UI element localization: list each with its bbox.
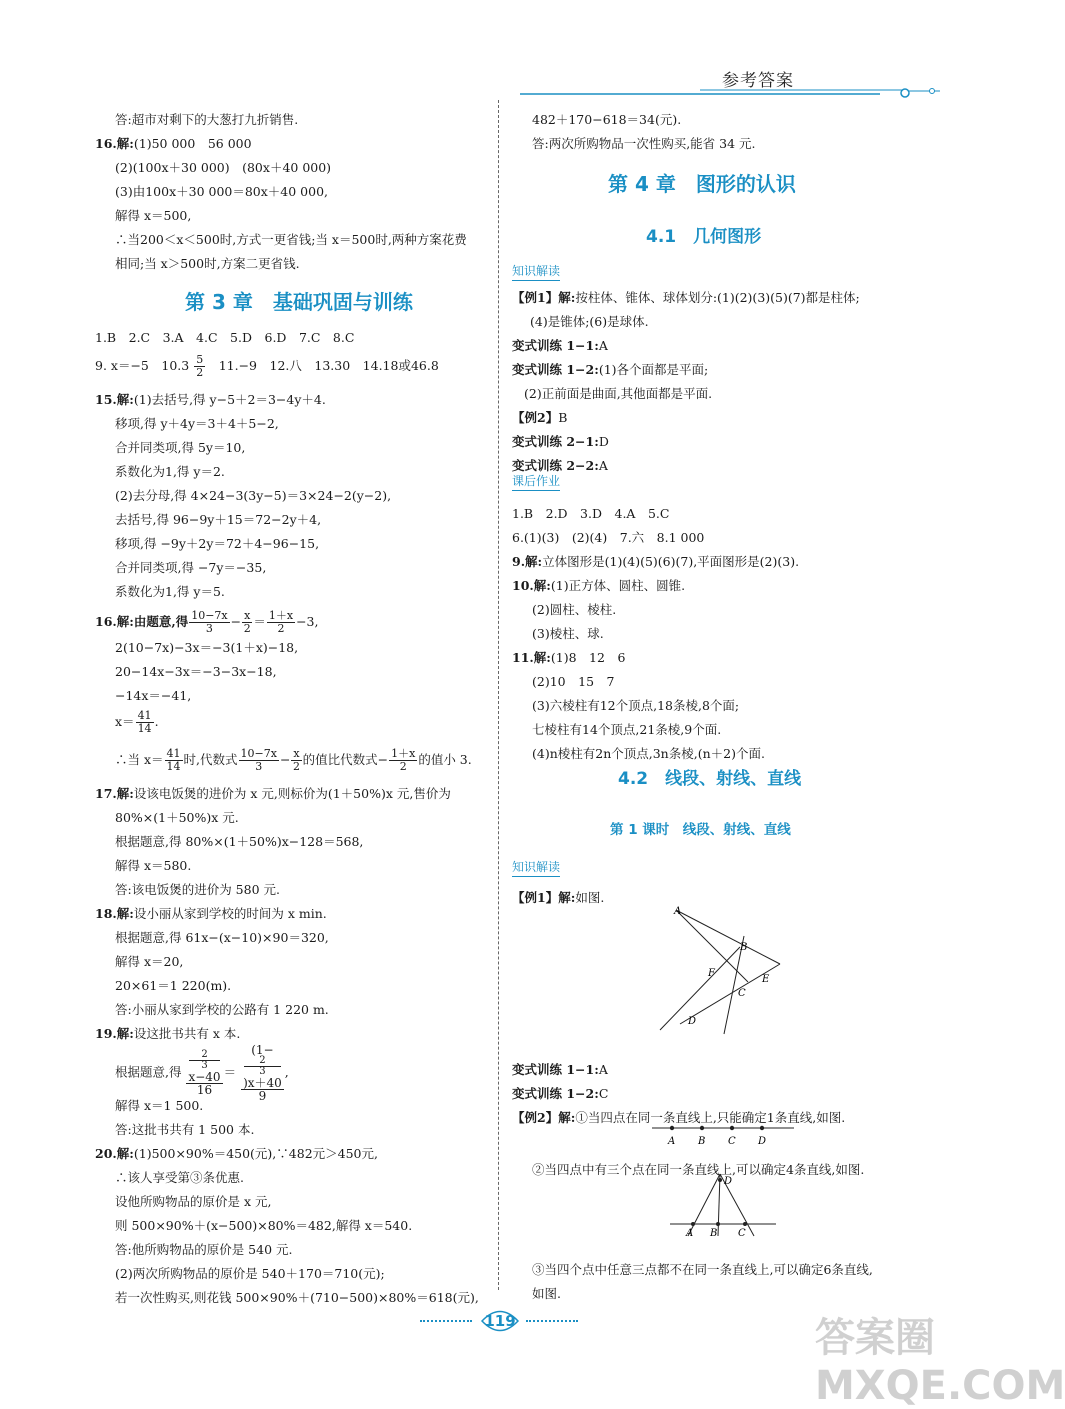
- x-text: x＝: [115, 714, 135, 729]
- fig3-label-d: D: [724, 1176, 733, 1187]
- q16-lead: 16.解:由题意,得: [95, 614, 189, 629]
- chapter-4-title: 第 4 章 图形的认识: [608, 172, 796, 196]
- right-line: 11.解:(1)8 12 6: [512, 650, 626, 665]
- left-line: 1.B 2.C 3.A 4.C 5.D 6.D 7.C 8.C: [95, 330, 355, 345]
- th-d3: 2: [293, 760, 301, 773]
- left-line: (3)由100x＋30 000＝80x＋40 000,: [115, 184, 329, 199]
- tag-knowledge-1: 知识解读: [512, 262, 560, 281]
- right-line: 变式训练 1−2:(1)各个面都是平面;: [512, 362, 709, 377]
- left-line: (2)去分母,得 4×24−3(3y−5)＝3×24−2(y−2),: [115, 488, 392, 503]
- th-a: ∴当 x＝: [115, 752, 164, 767]
- q9-frac: [194, 354, 205, 379]
- right-line: 七棱柱有14个顶点,21条棱,9个面.: [532, 722, 722, 737]
- left-line: 设他所购物品的原价是 x 元,: [115, 1194, 272, 1209]
- watermark: 答案圈 MXQE.COM: [815, 1315, 1065, 1409]
- th-d2: 3: [255, 760, 263, 773]
- figure-three-collinear: [668, 1170, 778, 1242]
- left-line: 根据题意,得 61x−(x−10)×90＝320,: [115, 930, 329, 945]
- th-d: 的值比代数式−: [302, 752, 389, 767]
- q9-line: [95, 354, 439, 379]
- x-frac-num: 41: [137, 709, 152, 722]
- q19-d2: 3: [259, 1066, 266, 1077]
- q16-f3n: 1＋x: [268, 609, 294, 622]
- left-line: 解得 x＝1 500.: [115, 1098, 204, 1113]
- right-line: 变式训练 1−2:C: [512, 1086, 609, 1101]
- q19-n2: 2: [244, 1056, 281, 1067]
- lesson-1-title: 第 1 课时 线段、射线、直线: [610, 822, 791, 838]
- q19-den2: 9: [258, 1089, 267, 1103]
- q19-tail: ,: [284, 1064, 289, 1080]
- q16-f1d: 3: [205, 622, 213, 635]
- q19-n1: 2: [189, 1050, 219, 1061]
- q16-f3d: 2: [277, 622, 285, 635]
- q19-d1: 3: [201, 1060, 208, 1071]
- left-line: 根据题意,得 80%×(1＋50%)x−128＝568,: [115, 834, 364, 849]
- therefore-line: [115, 748, 472, 773]
- section-4-2-title: 4.2 线段、射线、直线: [618, 769, 802, 789]
- right-line: 答:两次所购物品一次性购买,能省 34 元.: [532, 136, 756, 151]
- right-line: 【例1】解:按柱体、锥体、球体划分:(1)(2)(3)(5)(7)都是柱体;: [512, 290, 860, 305]
- left-line: 16.解:(1)50 000 56 000: [95, 136, 252, 151]
- left-line: 80%×(1＋50%)x 元.: [115, 810, 239, 825]
- q19-lhs: [186, 1050, 222, 1096]
- right-line: (3)六棱柱有12个顶点,18条棱,8个面;: [532, 698, 740, 713]
- right-line: 【例2】B: [512, 410, 568, 425]
- left-line: 相同;当 x＞500时,方案二更省钱.: [115, 256, 300, 271]
- fig3-label-a: A: [686, 1228, 694, 1239]
- q16-f1n: 10−7x: [191, 609, 228, 622]
- right-line: 变式训练 1−1:A: [512, 338, 608, 353]
- page-header: [700, 60, 940, 104]
- left-line: (2)(100x＋30 000) (80x＋40 000): [115, 160, 332, 175]
- q19-den1: 16: [196, 1083, 213, 1097]
- fig1-label-a: A: [674, 906, 682, 917]
- right-line: ③当四个点中任意三点都不在同一条直线上,可以确定6条直线,: [532, 1262, 873, 1277]
- left-line: 合并同类项,得 −7y＝−35,: [115, 560, 267, 575]
- tag-knowledge-2: 知识解读: [512, 858, 560, 877]
- q16-f2d: 2: [243, 622, 251, 635]
- right-line: (4)n棱柱有2n个顶点,3n条棱,(n＋2)个面.: [532, 746, 765, 761]
- right-line: 【例2】解:①当四点在同一条直线上,只能确定1条直线,如图.: [512, 1110, 846, 1125]
- q19-lhs-inner: [189, 1050, 219, 1071]
- q16-f2n: x: [244, 609, 251, 622]
- left-line: 答:这批书共有 1 500 本.: [115, 1122, 255, 1137]
- th-f2: [239, 748, 279, 773]
- fig1-label-e: E: [762, 974, 770, 985]
- q9-frac-num: 5: [196, 353, 204, 366]
- q16-frac3: [267, 610, 295, 635]
- left-line: 则 500×90%＋(x−500)×80%＝482,解得 x＝540.: [115, 1218, 413, 1233]
- footer-dots-right: [526, 1320, 578, 1324]
- left-line: ∴该人享受第③条优惠.: [115, 1170, 244, 1185]
- left-line: 合并同类项,得 5y＝10,: [115, 440, 246, 455]
- right-line: (2)圆柱、棱柱.: [532, 602, 617, 617]
- q16-frac2: [242, 610, 252, 635]
- th-f3: [291, 748, 301, 773]
- q19-equation: [115, 1044, 289, 1102]
- x-frac: [136, 710, 154, 735]
- right-line: 482＋170−618＝34(元).: [532, 112, 682, 127]
- left-line: 若一次性购买,则花钱 500×90%＋(710−500)×80%＝618(元),: [115, 1290, 479, 1305]
- right-line: 变式训练 1−1:A: [512, 1062, 608, 1077]
- fig1-label-f: F: [708, 968, 715, 979]
- x-tail: .: [154, 714, 159, 729]
- right-line: (4)是锥体;(6)是球体.: [530, 314, 649, 329]
- q9-frac-den: 2: [196, 366, 204, 379]
- th-f1: [165, 748, 183, 773]
- fig3-label-c: C: [738, 1228, 746, 1239]
- chapter-3-title: 第 3 章 基础巩固与训练: [185, 290, 413, 314]
- q16-minus: −: [230, 614, 242, 629]
- section-4-1-title: 4.1 几何图形: [646, 227, 762, 247]
- fig2-label-c: C: [728, 1136, 736, 1147]
- column-divider: [498, 100, 499, 1290]
- q19-rhs: [241, 1044, 284, 1102]
- left-line: 移项,得 −9y＋2y＝72＋4−96−15,: [115, 536, 320, 551]
- q19-rhs-num: [241, 1044, 284, 1090]
- left-line: 答:该电饭煲的进价为 580 元.: [115, 882, 280, 897]
- th-c: −: [279, 752, 291, 767]
- th-n2: 10−7x: [240, 747, 277, 760]
- q16-frac1: [189, 610, 229, 635]
- left-line: 20.解:(1)500×90%＝450(元),∵482元＞450元,: [95, 1146, 378, 1161]
- page-number: 119: [484, 1312, 516, 1330]
- q16-tail: −3,: [296, 614, 319, 629]
- fig2-label-d: D: [758, 1136, 767, 1147]
- left-line: 18.解:设小丽从家到学校的时间为 x min.: [95, 906, 327, 921]
- fig1-label-c: C: [738, 988, 746, 999]
- left-line: 答:小丽从家到学校的公路有 1 220 m.: [115, 1002, 329, 1017]
- fig3-label-b: B: [710, 1228, 718, 1239]
- right-line: 变式训练 2−1:D: [512, 434, 609, 449]
- q19-lhs-num: [186, 1050, 222, 1084]
- th-f4: [389, 748, 417, 773]
- left-line: 2(10−7x)−3x＝−3(1＋x)−18,: [115, 640, 299, 655]
- left-line: 20×61＝1 220(m).: [115, 978, 232, 993]
- th-n1: 41: [166, 747, 181, 760]
- fig2-label-b: B: [698, 1136, 706, 1147]
- left-line: (2)两次所购物品的原价是 540＋170＝710(元);: [115, 1266, 385, 1281]
- right-line: 1.B 2.D 3.D 4.A 5.C: [512, 506, 670, 521]
- left-line: 解得 x＝580.: [115, 858, 192, 873]
- q16-line: [95, 610, 318, 635]
- left-line: 答:他所购物品的原价是 540 元.: [115, 1242, 293, 1257]
- th-b: 时,代数式: [183, 752, 238, 767]
- left-line: 解得 x＝20,: [115, 954, 184, 969]
- left-line: 移项,得 y＋4y＝3＋4＋5−2,: [115, 416, 279, 431]
- left-line: −14x＝−41,: [115, 688, 192, 703]
- right-line: 10.解:(1)正方体、圆柱、圆锥.: [512, 578, 686, 593]
- tag-homework: 课后作业: [512, 472, 560, 491]
- fig2-label-a: A: [668, 1136, 676, 1147]
- right-line: 6.(1)(3) (2)(4) 7.六 8.1 000: [512, 530, 705, 545]
- right-line: 变式训练 2−2:A: [512, 458, 608, 473]
- right-line: 如图.: [532, 1286, 561, 1301]
- left-line: 去括号,得 96−9y＋15＝72−2y＋4,: [115, 512, 322, 527]
- th-n4: 1＋x: [391, 747, 416, 760]
- q19-c1: (1−: [251, 1043, 274, 1057]
- q19-rhs-inner: [244, 1056, 281, 1077]
- left-line: 答:超市对剩下的大葱打九折销售.: [115, 112, 299, 127]
- header-title: 参考答案: [722, 71, 794, 91]
- th-e: 的值小 3.: [418, 752, 472, 767]
- q19-eq: ＝: [223, 1064, 237, 1080]
- right-line: (2)10 15 7: [532, 674, 615, 689]
- left-line: ∴当200＜x＜500时,方式一更省钱;当 x＝500时,两种方案花费: [115, 232, 467, 247]
- right-line: ②当四点中有三个点在同一条直线上,可以确定4条直线,如图.: [532, 1162, 865, 1177]
- q19-a: 根据题意,得: [115, 1064, 182, 1080]
- th-d1: 14: [166, 760, 181, 773]
- left-line: 20−14x−3x＝−3−3x−18,: [115, 664, 277, 679]
- x-value-line: [115, 710, 159, 735]
- left-line: 15.解:(1)去括号,得 y−5＋2＝3−4y＋4.: [95, 392, 326, 407]
- q16-eq: ＝: [253, 614, 266, 629]
- right-line: (3)棱柱、球.: [532, 626, 604, 641]
- th-n3: x: [293, 747, 300, 760]
- right-line: 9.解:立体图形是(1)(4)(5)(6)(7),平面图形是(2)(3).: [512, 554, 800, 569]
- right-line: 【例1】解:如图.: [512, 890, 605, 905]
- footer-dots-left: [420, 1320, 472, 1324]
- q19-c2: )x＋40: [243, 1076, 282, 1090]
- right-line: (2)正前面是曲面,其他面都是平面.: [524, 386, 713, 401]
- x-frac-den: 14: [137, 722, 152, 735]
- left-line: 解得 x＝500,: [115, 208, 192, 223]
- figure-lines-abcdef: [652, 900, 792, 1035]
- left-line: 系数化为1,得 y＝5.: [115, 584, 225, 599]
- left-line: 17.解:设该电饭煲的进价为 x 元,则标价为(1＋50%)x 元,售价为: [95, 786, 451, 801]
- left-line: 19.解:设这批书共有 x 本.: [95, 1026, 241, 1041]
- left-line: 系数化为1,得 y＝2.: [115, 464, 225, 479]
- q9-text-a: 9. x＝−5 10.3: [95, 358, 194, 373]
- th-d4: 2: [399, 760, 407, 773]
- fig1-label-d: D: [688, 1016, 697, 1027]
- fig1-label-b: B: [740, 942, 748, 953]
- q9-text-b: 11.−9 12.八 13.30 14.18或46.8: [206, 358, 439, 373]
- q19-b: x−40: [188, 1070, 221, 1084]
